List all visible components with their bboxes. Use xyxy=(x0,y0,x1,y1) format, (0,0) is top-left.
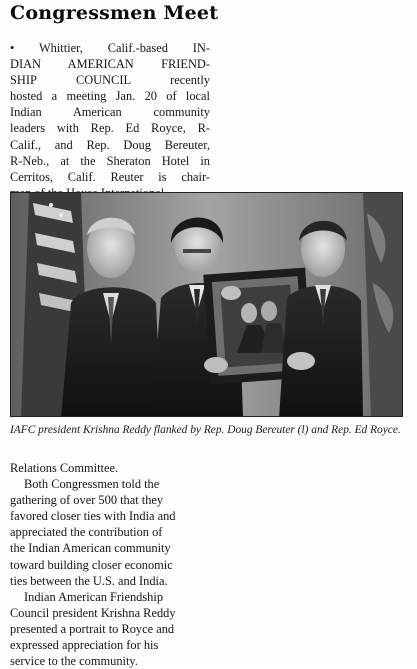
lead-line: Cerritos, Calif. Reuter is chair- xyxy=(10,169,210,184)
news-photo xyxy=(10,192,403,417)
photo-caption: IAFC president Krishna Reddy flanked by Rep. Doug Bereuter (l) and Rep. Ed Royce. xyxy=(10,424,401,436)
body-line: the Indian American community xyxy=(10,541,171,556)
body-line: Both Congressmen told the xyxy=(24,477,160,492)
lead-line: Indian American community xyxy=(10,105,210,120)
body-line: appreciated the contribution of xyxy=(10,525,163,540)
lead-line: DIAN AMERICAN FRIEND- xyxy=(10,57,210,72)
hand xyxy=(204,357,228,373)
body-line: favored closer ties with India and xyxy=(10,509,176,524)
lead-line: • Whittier, Calif.-based IN- xyxy=(10,41,210,55)
body-line: gathering of over 500 that they xyxy=(10,493,164,508)
body-line: service to the community. xyxy=(10,654,138,669)
body-text xyxy=(10,460,255,669)
body-line: Indian American Friendship xyxy=(24,589,164,604)
body-line: presented a portrait to Royce and xyxy=(10,621,175,636)
body-line: Relations Committee. xyxy=(10,461,119,475)
lead-line: R-Neb., at the Sheraton Hotel in xyxy=(10,153,210,168)
lead-line: hosted a meeting Jan. 20 of local xyxy=(10,89,210,104)
headline: Congressmen Meet xyxy=(10,2,219,24)
hand xyxy=(221,286,241,300)
body-line: ties between the U.S. and India. xyxy=(10,573,168,588)
body-line: Council president Krishna Reddy xyxy=(10,605,176,620)
lead-line: Calif., and Rep. Doug Bereuter, xyxy=(10,137,210,152)
lead-line: leaders with Rep. Ed Royce, R- xyxy=(10,121,210,136)
body-line: expressed appreciation for his xyxy=(10,638,159,653)
lead-line: SHIP COUNCIL recently xyxy=(10,73,210,88)
lead-paragraph xyxy=(10,40,210,201)
body-line: toward building closer economic xyxy=(10,557,173,572)
photo-illustration xyxy=(11,193,403,417)
